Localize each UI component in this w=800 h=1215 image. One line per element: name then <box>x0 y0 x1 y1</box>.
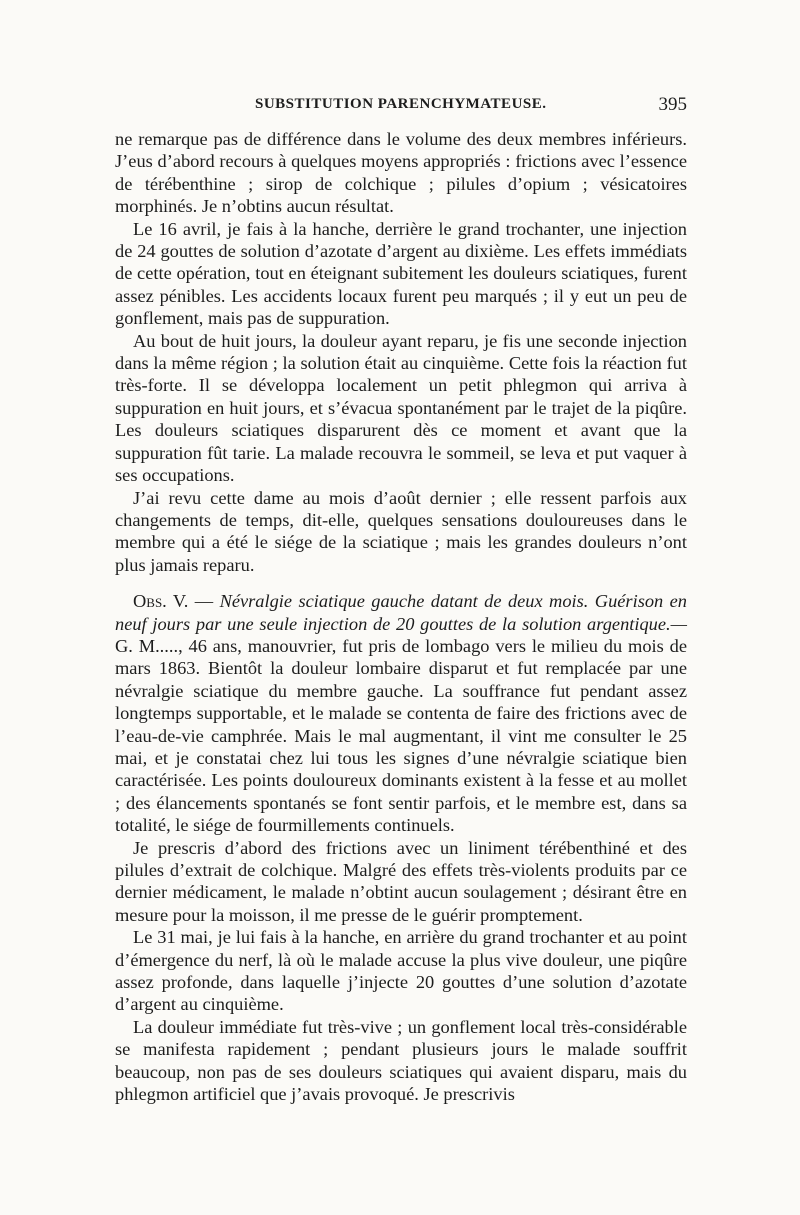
running-title: SUBSTITUTION PARENCHYMATEUSE. <box>255 96 547 112</box>
page-header <box>115 96 687 124</box>
paragraph-8: La douleur immédiate fut très-vive ; un gonflement local très-considérable se manifesta rapidement ; pendant plusieurs jours le malade souffrit beaucoup, non pas de ses douleurs sciatiques qui avaient disparu, mais du phlegmon artificiel que j’avais provoqué. Je prescrivis <box>115 1016 687 1105</box>
paragraph-2: Le 16 avril, je fais à la hanche, derrière le grand trochanter, une injection de 24 gouttes de solution d’azotate d’argent au dixième. Les effets immédiats de cette opération, tout en éteignant subitement les douleurs sciatiques, furent assez pénibles. Les accidents locaux furent peu marqués ; il y eut un peu de gonflement, mais pas de suppuration. <box>115 218 687 329</box>
observation-text: G. M....., 46 ans, manouvrier, fut pris de lombago vers le milieu du mois de mars 1863. Bientôt la douleur lombaire disparut et fut remplacée par une névralgie sciatique du membre gauche. La souffrance fut pendant assez longtemps supportable, et le malade se contenta de faire des frictions avec de l’eau-de-vie camphrée. Mais le mal augmentant, il vint me consulter le 25 mai, et je constatai chez lui tous les signes d’une névralgie sciatique bien caractérisée. Les points douloureux dominants existent à la fesse et au mollet ; des élancements spontanés se font sentir parfois, et le membre est, dans sa totalité, le siége de fourmillements continuels. <box>115 635 687 836</box>
paragraph-7: Le 31 mai, je lui fais à la hanche, en arrière du grand trochanter et au point d’émergence du nerf, là où le malade accuse la plus vive douleur, une piqûre assez profonde, dans laquelle j’injecte 20 gouttes d’une solution d’azotate d’argent au cinquième. <box>115 927 687 1015</box>
observation-dash: — <box>188 591 220 612</box>
paragraph-1: ne remarque pas de différence dans le volume des deux membres inférieurs. J’eus d’abord recours à quelques moyens appropriés : frictions avec l’essence de térébenthine ; sirop de colchique ; pilules d’opium ; vésicatoires morphinés. Je n’obtins aucun résultat. <box>115 129 687 217</box>
paragraph-3: Au bout de huit jours, la douleur ayant reparu, je fis une seconde injection dans la même région ; la solution était au cinquième. Cette fois la réaction fut très-forte. Il se développa localement un petit phlegmon qui arriva à suppuration en huit jours, et s’évacua spontanément par le trajet de la piqûre. Les douleurs sciatiques disparurent dès ce moment et avant que la suppuration fût tarie. La malade recouvra le sommeil, se leva et put vaquer à ses occupations. <box>115 330 687 486</box>
paragraph-6: Je prescris d’abord des frictions avec un liniment térébenthiné et des pilules d’extrait de colchique. Malgré des effets très-violents produits par ce dernier médicament, le malade n’obtint aucun soulagement ; désirant être en mesure pour la moisson, il me presse de le guérir promptement. <box>115 837 687 925</box>
paragraph-4: J’ai revu cette dame au mois d’août dernier ; elle ressent parfois aux changements de temps, dit-elle, quelques sensations douloureuses dans le membre qui a été le siége de la sciatique ; mais les grandes douleurs n’ont plus jamais reparu. <box>115 487 687 575</box>
observation-label: Obs. V. <box>133 591 189 612</box>
page-body <box>115 128 687 1105</box>
page-number: 395 <box>658 94 687 115</box>
observation-title: Névralgie sciatique gauche datant de deux mois. Guérison en neuf jours par une seule injection de 20 gouttes de la solution argentique.— <box>115 591 688 634</box>
observation-paragraph <box>115 590 687 836</box>
